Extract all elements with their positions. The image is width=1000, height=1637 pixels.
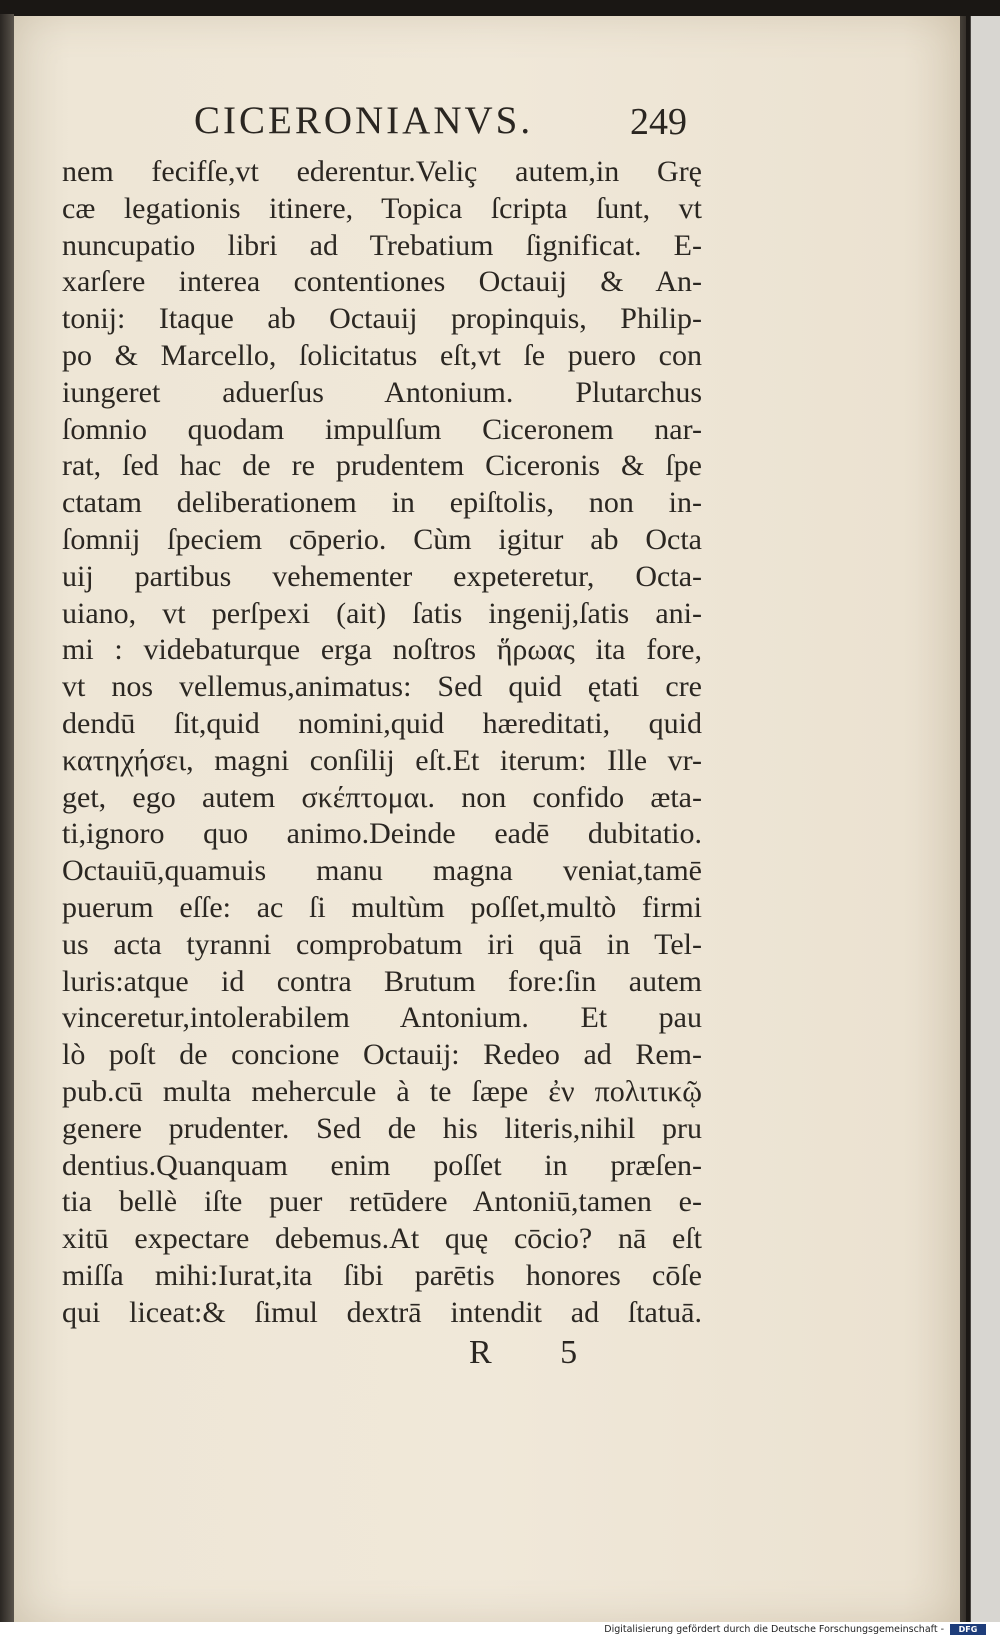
text-line: uiano, vt perſpexi (ait) ſatis ingenij,ſatis ani-: [62, 596, 702, 630]
running-head: CICERONIANVS.: [194, 99, 534, 142]
page-header: [14, 98, 960, 158]
text-line: puerum eſſe: ac ſi multùm poſſet,multò firmi: [62, 890, 702, 924]
text-line: uij partibus vehementer expeteretur, Octa-: [62, 559, 702, 593]
text-line: xitū expectare debemus.At quę cōcio? nā eſt: [62, 1222, 702, 1256]
text-line: κατηχήσει, magni conſilij eſt.Et iterum: Ille vr-: [62, 743, 702, 777]
text-line: vinceretur,intolerabilem Antonium. Et pau: [62, 1001, 702, 1035]
book-spine-shadow: [0, 14, 14, 1622]
text-line: pub.cū multa mehercule à te ſæpe ἐν πολιτικῷ: [62, 1074, 702, 1108]
text-line: ſomnio quodam impulſum Ciceronem nar-: [62, 412, 702, 446]
text-line: get, ego autem σκέπτομαι. non confido æta-: [62, 780, 702, 814]
text-line: vt nos vellemus,animatus: Sed quid ętati cre: [62, 670, 702, 704]
funding-credit: Digitalisierung gefördert durch die Deutsche Forschungsgemeinschaft -: [604, 1624, 944, 1635]
text-line: dentius.Quanquam enim poſſet in præſen-: [62, 1148, 702, 1182]
text-line: nem fecifſe,vt ederentur.Veliç autem,in Grę: [62, 155, 702, 188]
scan-top-border: [0, 0, 1000, 16]
digitization-footer: [0, 1622, 1000, 1637]
text-line: luris:atque id contra Brutum fore:ſin autem: [62, 964, 702, 998]
text-line: miſſa mihi:Iurat,ita ſibi parētis honores cōſe: [62, 1258, 702, 1292]
page-right-edge: [958, 16, 1000, 1622]
text-line: mi : videbaturque erga noſtros ἥρωας ita fore,: [62, 633, 702, 667]
text-line: xarſere interea contentiones Octauij & An-: [62, 265, 702, 299]
text-line: Octauiū,quamuis manu magna veniat,tamē: [62, 854, 702, 888]
text-line: nuncupatio libri ad Trebatium ſignificat. E-: [62, 228, 702, 262]
signature-mark: R 5: [469, 1334, 608, 1371]
text-line: genere prudenter. Sed de his literis,nihil pru: [62, 1111, 702, 1145]
text-line: us acta tyranni comprobatum iri quā in Tel-: [62, 927, 702, 961]
page-number: 249: [630, 101, 687, 143]
body-text: [62, 154, 702, 1332]
text-line: dendū ſit,quid nomini,quid hæreditati, quid: [62, 706, 702, 740]
dfg-logo-icon: DFG: [950, 1624, 986, 1635]
text-line: ti,ignoro quo animo.Deinde eadē dubitatio.: [62, 817, 702, 851]
text-line: cæ legationis itinere, Topica ſcripta ſunt, vt: [62, 191, 702, 225]
page-edge-line: [966, 10, 970, 1622]
text-line: ſomnij ſpeciem cōperio. Cùm igitur ab Octa: [62, 522, 702, 556]
text-line: qui liceat:& ſimul dextrā intendit ad ſtatuā.: [62, 1295, 702, 1329]
text-line: tia bellè iſte puer retūdere Antoniū,tamen e-: [62, 1185, 702, 1219]
text-line: lò poſt de concione Octauij: Redeo ad Rem-: [62, 1038, 702, 1072]
text-line: ctatam deliberationem in epiſtolis, non in-: [62, 486, 702, 520]
text-line: rat, ſed hac de re prudentem Ciceronis & ſpe: [62, 449, 702, 483]
text-line: iungeret aduerſus Antonium. Plutarchus: [62, 375, 702, 409]
text-line: tonij: Itaque ab Octauij propinquis, Philip-: [62, 302, 702, 336]
text-line: po & Marcello, ſolicitatus eſt,vt ſe puero con: [62, 338, 702, 372]
book-page: [14, 16, 960, 1622]
